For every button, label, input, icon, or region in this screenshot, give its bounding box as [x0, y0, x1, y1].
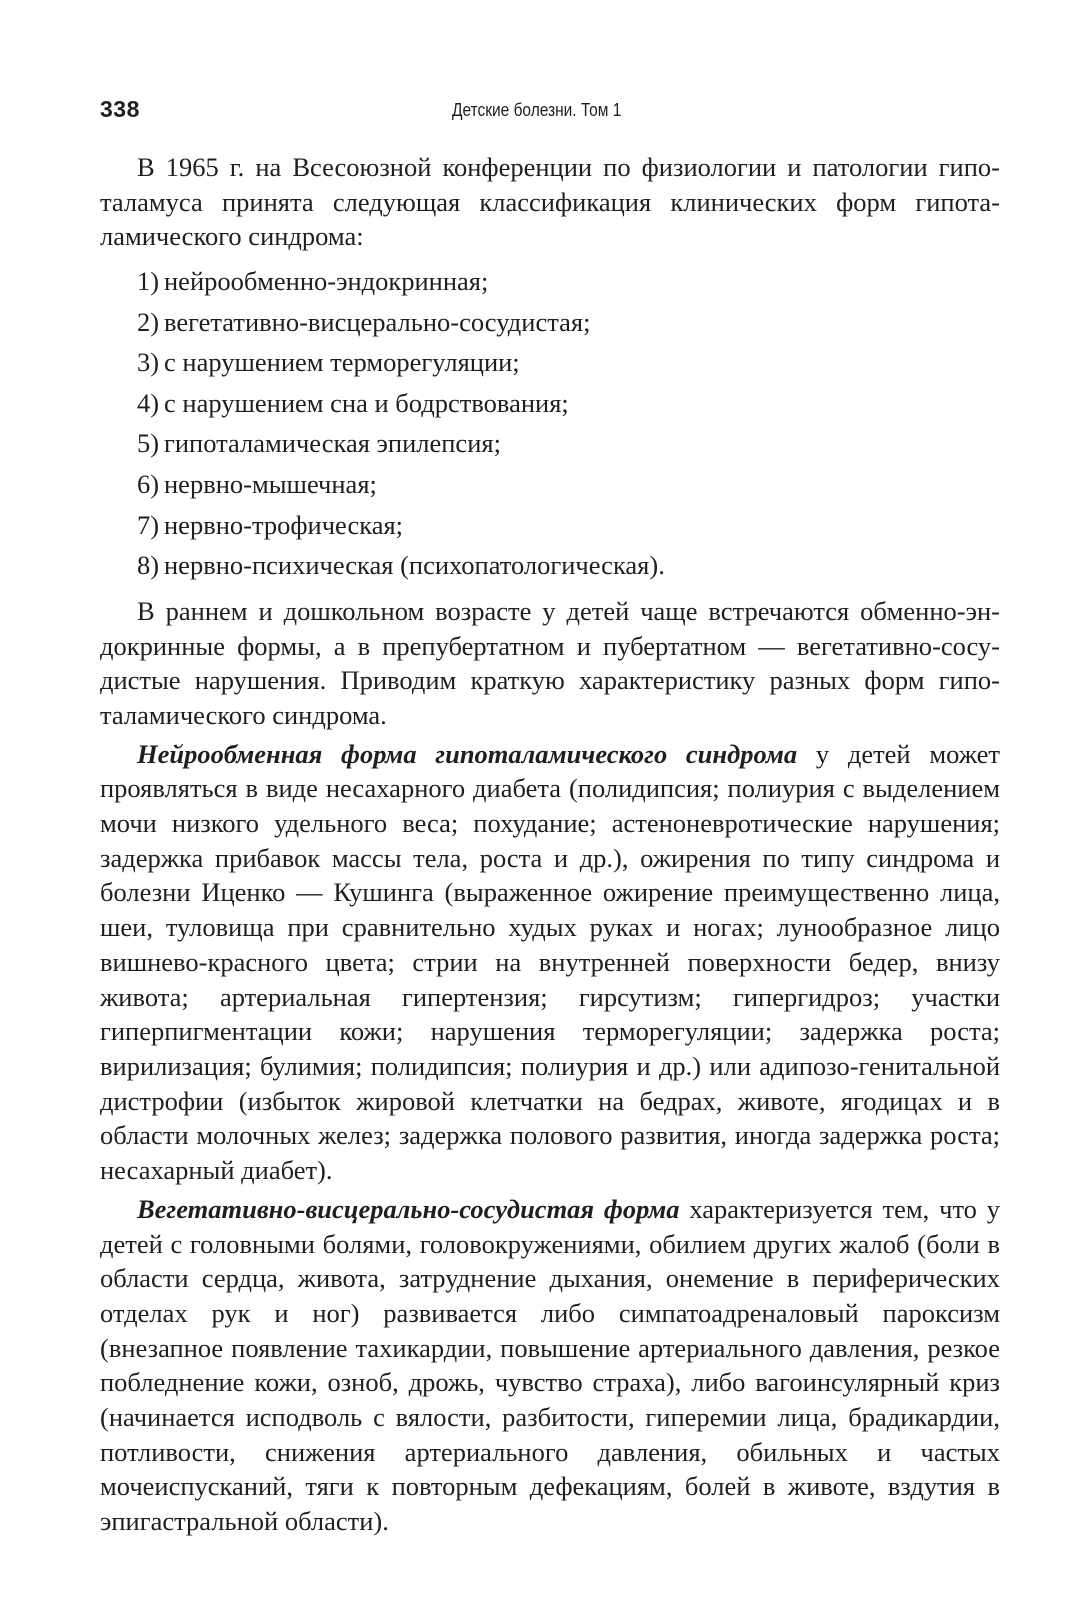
- classification-list: [100, 261, 1000, 586]
- list-item-number: 7): [137, 509, 160, 540]
- list-item-number: 2): [137, 306, 160, 337]
- list-item: [137, 464, 1000, 505]
- list-item-text: с нарушением терморегуляции;: [164, 347, 520, 378]
- list-item: [137, 423, 1000, 464]
- neuro-metabolic-paragraph: [100, 737, 1000, 1188]
- vegetative-term: Вегетативно-висцерально-сосудистая форма: [137, 1193, 680, 1224]
- vegetative-paragraph: [100, 1192, 1000, 1539]
- list-item: [137, 545, 1000, 586]
- age-forms-paragraph: В раннем и дошкольном возрасте у детей чаще встречаются обменно-эндокринные формы, а в препубертатном и пубертатном — вегетативно-сосудистые нарушения. Приводим краткую характеристику разных форм гипоталамического синдрома.: [100, 595, 1000, 730]
- list-item-number: 5): [137, 428, 160, 459]
- running-head: [100, 92, 1000, 132]
- list-item-text: нейрообменно-эндокринная;: [164, 266, 489, 297]
- list-item-text: гипоталамическая эпилепсия;: [164, 428, 501, 459]
- list-item-number: 6): [137, 469, 160, 500]
- list-item-number: 3): [137, 347, 160, 378]
- vegetative-text: характеризуется тем, что у детей с головными болями, головокружениями, обилием других жалоб (боли в области сердца, живота, затруднение дыхания, онемение в периферических отделах рук и ног) развивается либо симпатоадреналовый пароксизм (внезапное появление тахикардии, повышение артериального давления, резкое побледнение кожи, озноб, дрожь, чувство страха), либо вагоинсулярный криз (начинается исподволь с вялости, разбитости, гиперемии лица, брадикардии, потливости, снижения артериального давления, обильных и частых мочеиспусканий, тяги к повторным дефекациям, болей в животе, вздутия в эпигастральной области).: [100, 1193, 1001, 1537]
- list-item: [137, 261, 1000, 302]
- list-item: [137, 383, 1000, 424]
- list-item: [137, 302, 1000, 343]
- page-number: 338: [100, 96, 140, 122]
- list-item-text: вегетативно-висцерально-сосудистая;: [164, 306, 591, 337]
- list-item-text: с нарушением сна и бодрствования;: [164, 387, 569, 418]
- neuro-metabolic-text: у детей может проявляться в виде несахарного диабета (полидипсия; полиурия с выделением мочи низкого удельного веса; похудание; астеноневротические нарушения; задержка прибавок массы тела, роста и др.), ожирения по типу синдрома и болезни Иценко — Кушинга (выраженное ожирение преимущественно лица, шеи, туловища при сравнительно худых руках и ногах; лунообразное лицо вишнево-красного цвета; стрии на внутренней поверхности бедер, внизу живота; артериальная гипертензия; гирсутизм; гипергидроз; участки гиперпигментации кожи; нарушения терморегуляции; задержка роста; вирилизация; булимия; полидипсия; полиурия и др.) или адипозо-генитальной дистрофии (избыток жировой клетчатки на бедрах, животе, ягодицах и в области молочных желез; задержка полового развития, иногда задержка роста; несахарный диабет).: [100, 738, 1000, 1186]
- book-page: [100, 92, 1000, 1552]
- list-item: [137, 342, 1000, 383]
- list-item: [137, 505, 1000, 546]
- list-item-number: 1): [137, 266, 160, 297]
- body-text: [100, 150, 1000, 1539]
- list-item-number: 8): [137, 550, 160, 581]
- list-item-number: 4): [137, 387, 160, 418]
- list-item-text: нервно-мышечная;: [164, 469, 377, 500]
- book-title: Детские болезни. Том 1: [452, 100, 622, 120]
- intro-paragraph: В 1965 г. на Всесоюзной конференции по физиологии и патологии гипоталамуса принята следующая классификация клинических форм гипоталамического синдрома:: [100, 152, 1000, 252]
- list-item-text: нервно-трофическая;: [164, 509, 404, 540]
- list-item-text: нервно-психическая (психопатологическая).: [164, 550, 665, 581]
- neuro-metabolic-term: Нейрообменная форма гипоталамического синдрома: [137, 738, 798, 769]
